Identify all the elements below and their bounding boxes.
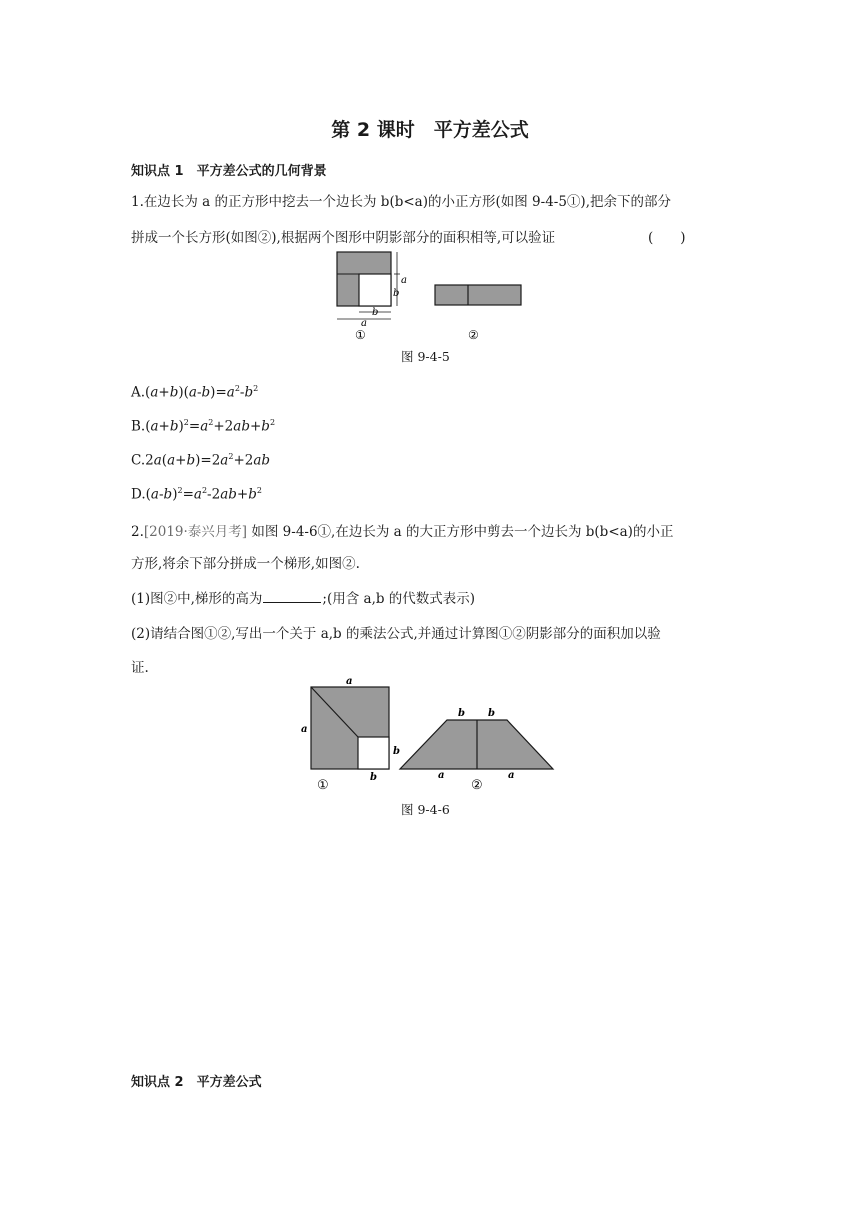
q1-option-c: $C.2a(a+b)=2a^2+2ab$ (131, 452, 271, 469)
figure-1-large-square (311, 687, 389, 769)
figure-2-rectangle (435, 285, 521, 305)
figure-caption-9-4-5: 图 9-4-5 (401, 349, 450, 364)
q1-text-line2: 拼成一个长方形(如图②),根据两个图形中阴影部分的面积相等,可以验证 (131, 230, 556, 246)
fig1-label-b-bottom: b (372, 307, 379, 318)
section-heading-1: 知识点 1 平方差公式的几何背景 (131, 164, 327, 179)
q2-part2-line2: 证. (131, 660, 149, 676)
fig2-label-a-right: a (508, 770, 515, 781)
q2-source-tag: [2019·泰兴月考] (143, 524, 248, 540)
q2-text-body: 如图 9-4-6①,在边长为 a 的大正方形中剪去一个边长为 b(b<a)的小正 (251, 524, 674, 540)
q2-text-line1 (131, 520, 673, 540)
fig1-label-b-bottom: b (370, 772, 377, 783)
q2-part1-suffix: ;(用含 a,b 的代数式表示) (322, 591, 476, 607)
fig1-label-a-bottom: a (361, 318, 367, 329)
section-heading-2: 知识点 2 平方差公式 (131, 1075, 262, 1090)
fig2-label-a-left: a (438, 770, 445, 781)
q1-option-b: $B.(a+b)^2=a^2+2ab+b^2$ (131, 418, 276, 435)
fig2-label-b-right: b (488, 708, 495, 719)
q1-answer-paren: ( ) (648, 230, 686, 246)
fig1-label-b-right: b (393, 746, 400, 757)
fig1-label-b-side: b (393, 288, 400, 299)
figure-2-trapezoid (400, 720, 553, 769)
q2-part1 (131, 587, 475, 607)
q2-part1-prefix: (1)图②中,梯形的高为 (131, 591, 263, 607)
q2-answer-blank[interactable] (263, 602, 321, 603)
q1-text-line1: 1.在边长为 a 的正方形中挖去一个边长为 b(b<a)的小正方形(如图 9-4-5①),把余下的部分 (131, 194, 671, 210)
fig1-label-a-side: a (401, 275, 407, 286)
q2-part2-line1: (2)请结合图①②,写出一个关于 a,b 的乘法公式,并通过计算图①②阴影部分的面积加以验 (131, 626, 661, 642)
q1-option-d: $D.(a-b)^2=a^2-2ab+b^2$ (131, 486, 262, 503)
q2-number: 2. (131, 524, 144, 540)
fig1-number: ① (355, 328, 366, 342)
figure-caption-9-4-6: 图 9-4-6 (401, 802, 450, 817)
figure-9-4-6 (298, 672, 560, 798)
fig1-label-a-left: a (301, 724, 308, 735)
q1-option-a: $A.(a+b)(a-b)=a^2-b^2$ (131, 384, 259, 401)
fig2-number: ② (468, 328, 479, 342)
q2-text-line2: 方形,将余下部分拼成一个梯形,如图②. (131, 556, 360, 572)
fig1-label-a-top: a (346, 676, 353, 687)
fig2-number: ② (471, 778, 483, 793)
fig1-number: ① (317, 778, 329, 793)
figure-1-square (337, 252, 391, 306)
fig2-label-b-left: b (458, 708, 465, 719)
page-title: 第 2 课时 平方差公式 (331, 119, 529, 141)
figure-9-4-5 (325, 246, 535, 342)
